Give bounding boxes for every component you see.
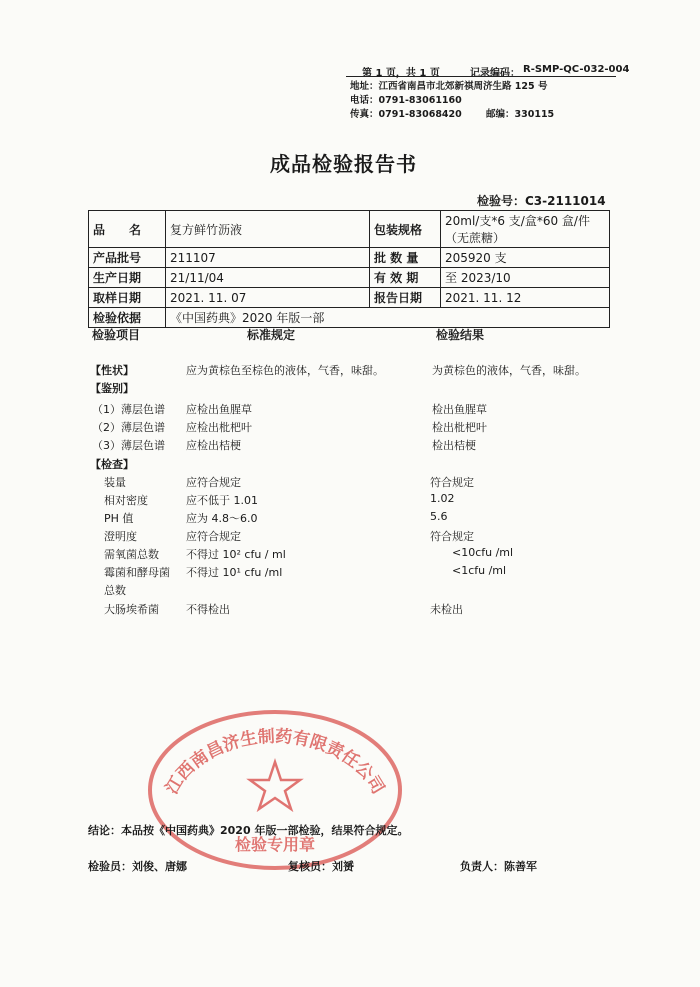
column-result: 检验结果 bbox=[436, 328, 485, 342]
row-result: 符合规定 bbox=[430, 476, 474, 489]
row-item: 【检查】 bbox=[90, 458, 134, 471]
column-item: 检验项目 bbox=[92, 328, 141, 342]
row-item: 霉菌和酵母菌 bbox=[104, 566, 170, 579]
row-standard: 不得检出 bbox=[186, 603, 230, 616]
expiry-label: 有 效 期 bbox=[370, 268, 441, 288]
basis-label: 检验依据 bbox=[89, 308, 166, 328]
batch-no-label: 产品批号 bbox=[89, 248, 166, 268]
row-result: 未检出 bbox=[430, 603, 463, 616]
row-result: 1.02 bbox=[430, 492, 455, 505]
report-date: 2021. 11. 12 bbox=[441, 288, 610, 308]
row-standard: 不得过 10² cfu / ml bbox=[186, 548, 286, 561]
row-standard: 应检出枇杷叶 bbox=[186, 421, 252, 434]
row-result: 符合规定 bbox=[430, 530, 474, 543]
stamp-text: 江西南昌济生制药有限责任公司 bbox=[162, 726, 388, 798]
row-item: 【鉴别】 bbox=[90, 382, 134, 395]
row-standard: 应检出桔梗 bbox=[186, 439, 241, 452]
row-standard: 不得过 10¹ cfu /ml bbox=[186, 566, 283, 579]
row-item: 相对密度 bbox=[104, 494, 148, 507]
page-info: 第 1 页，共 1 页 bbox=[362, 68, 440, 79]
column-standard: 标准规定 bbox=[247, 328, 296, 342]
row-standard: 应不低于 1.01 bbox=[186, 494, 258, 507]
product-name: 复方鲜竹沥液 bbox=[166, 211, 370, 248]
row-result: <1cfu /ml bbox=[452, 564, 507, 577]
production-date-label: 生产日期 bbox=[89, 268, 166, 288]
conclusion: 结论：本品按《中国药典》2020 年版一部检验，结果符合规定。 bbox=[88, 824, 409, 837]
row-item: （3）薄层色谱 bbox=[92, 439, 165, 452]
row-standard: 应检出鱼腥草 bbox=[186, 403, 252, 416]
row-item: 【性状】 bbox=[90, 364, 134, 377]
sample-date-label: 取样日期 bbox=[89, 288, 166, 308]
row-item: 装量 bbox=[104, 476, 126, 489]
row-standard: 应符合规定 bbox=[186, 530, 241, 543]
basis: 《中国药典》2020 年版一部 bbox=[166, 308, 610, 328]
expiry: 至 2023/10 bbox=[441, 268, 610, 288]
row-standard: 应为 4.8～6.0 bbox=[186, 512, 258, 525]
company-address: 地址：江西省南昌市北郊新祺周济生路 125 号 bbox=[350, 81, 548, 92]
row-result: <10cfu /ml bbox=[452, 546, 514, 559]
inspector: 检验员：刘俊、唐娜 bbox=[88, 860, 187, 873]
row-result: 5.6 bbox=[430, 510, 448, 523]
row-item: （2）薄层色谱 bbox=[92, 421, 165, 434]
report-date-label: 报告日期 bbox=[370, 288, 441, 308]
package-spec bbox=[441, 211, 610, 248]
row-item: 需氧菌总数 bbox=[104, 548, 159, 561]
row-item: （1）薄层色谱 bbox=[92, 403, 165, 416]
company-seal-stamp bbox=[140, 700, 410, 870]
product-info-table bbox=[88, 210, 610, 328]
record-no: R-SMP-QC-032-004 bbox=[523, 64, 630, 75]
page-title: 成品检验报告书 bbox=[270, 152, 417, 176]
header-rule bbox=[346, 76, 616, 77]
star-icon bbox=[250, 762, 300, 809]
sample-date: 2021. 11. 07 bbox=[166, 288, 370, 308]
stamp-subtext: 检验专用章 bbox=[234, 835, 316, 854]
manager: 负责人：陈善军 bbox=[460, 860, 537, 873]
product-name-label: 品 名 bbox=[89, 211, 166, 248]
batch-no: 211107 bbox=[166, 248, 370, 268]
company-fax: 传真：0791-83068420 bbox=[350, 109, 462, 120]
production-date: 21/11/04 bbox=[166, 268, 370, 288]
row-result: 检出桔梗 bbox=[432, 439, 476, 452]
row-item: 大肠埃希菌 bbox=[104, 603, 159, 616]
package-spec-line1: 20ml/支*6 支/盒*60 盒/件 bbox=[445, 214, 590, 228]
row-item: 澄明度 bbox=[104, 530, 137, 543]
record-no-label: 记录编码： bbox=[470, 68, 520, 79]
company-phone: 电话：0791-83061160 bbox=[350, 95, 462, 106]
inspection-number: 检验号：C3-2111014 bbox=[477, 194, 606, 208]
row-standard: 应为黄棕色至棕色的液体，气香，味甜。 bbox=[186, 364, 384, 377]
package-spec-line2: （无蔗糖） bbox=[445, 231, 506, 245]
row-item: 总数 bbox=[104, 584, 126, 597]
row-result: 为黄棕色的液体，气香，味甜。 bbox=[432, 364, 586, 377]
batch-qty: 205920 支 bbox=[441, 248, 610, 268]
batch-qty-label: 批 数 量 bbox=[370, 248, 441, 268]
row-item: PH 值 bbox=[104, 512, 134, 525]
row-result: 检出鱼腥草 bbox=[432, 403, 487, 416]
company-postcode: 邮编：330115 bbox=[486, 109, 555, 120]
row-standard: 应符合规定 bbox=[186, 476, 241, 489]
package-spec-label: 包装规格 bbox=[370, 211, 441, 248]
row-result: 检出枇杷叶 bbox=[432, 421, 487, 434]
reviewer: 复核员：刘赟 bbox=[288, 860, 354, 873]
